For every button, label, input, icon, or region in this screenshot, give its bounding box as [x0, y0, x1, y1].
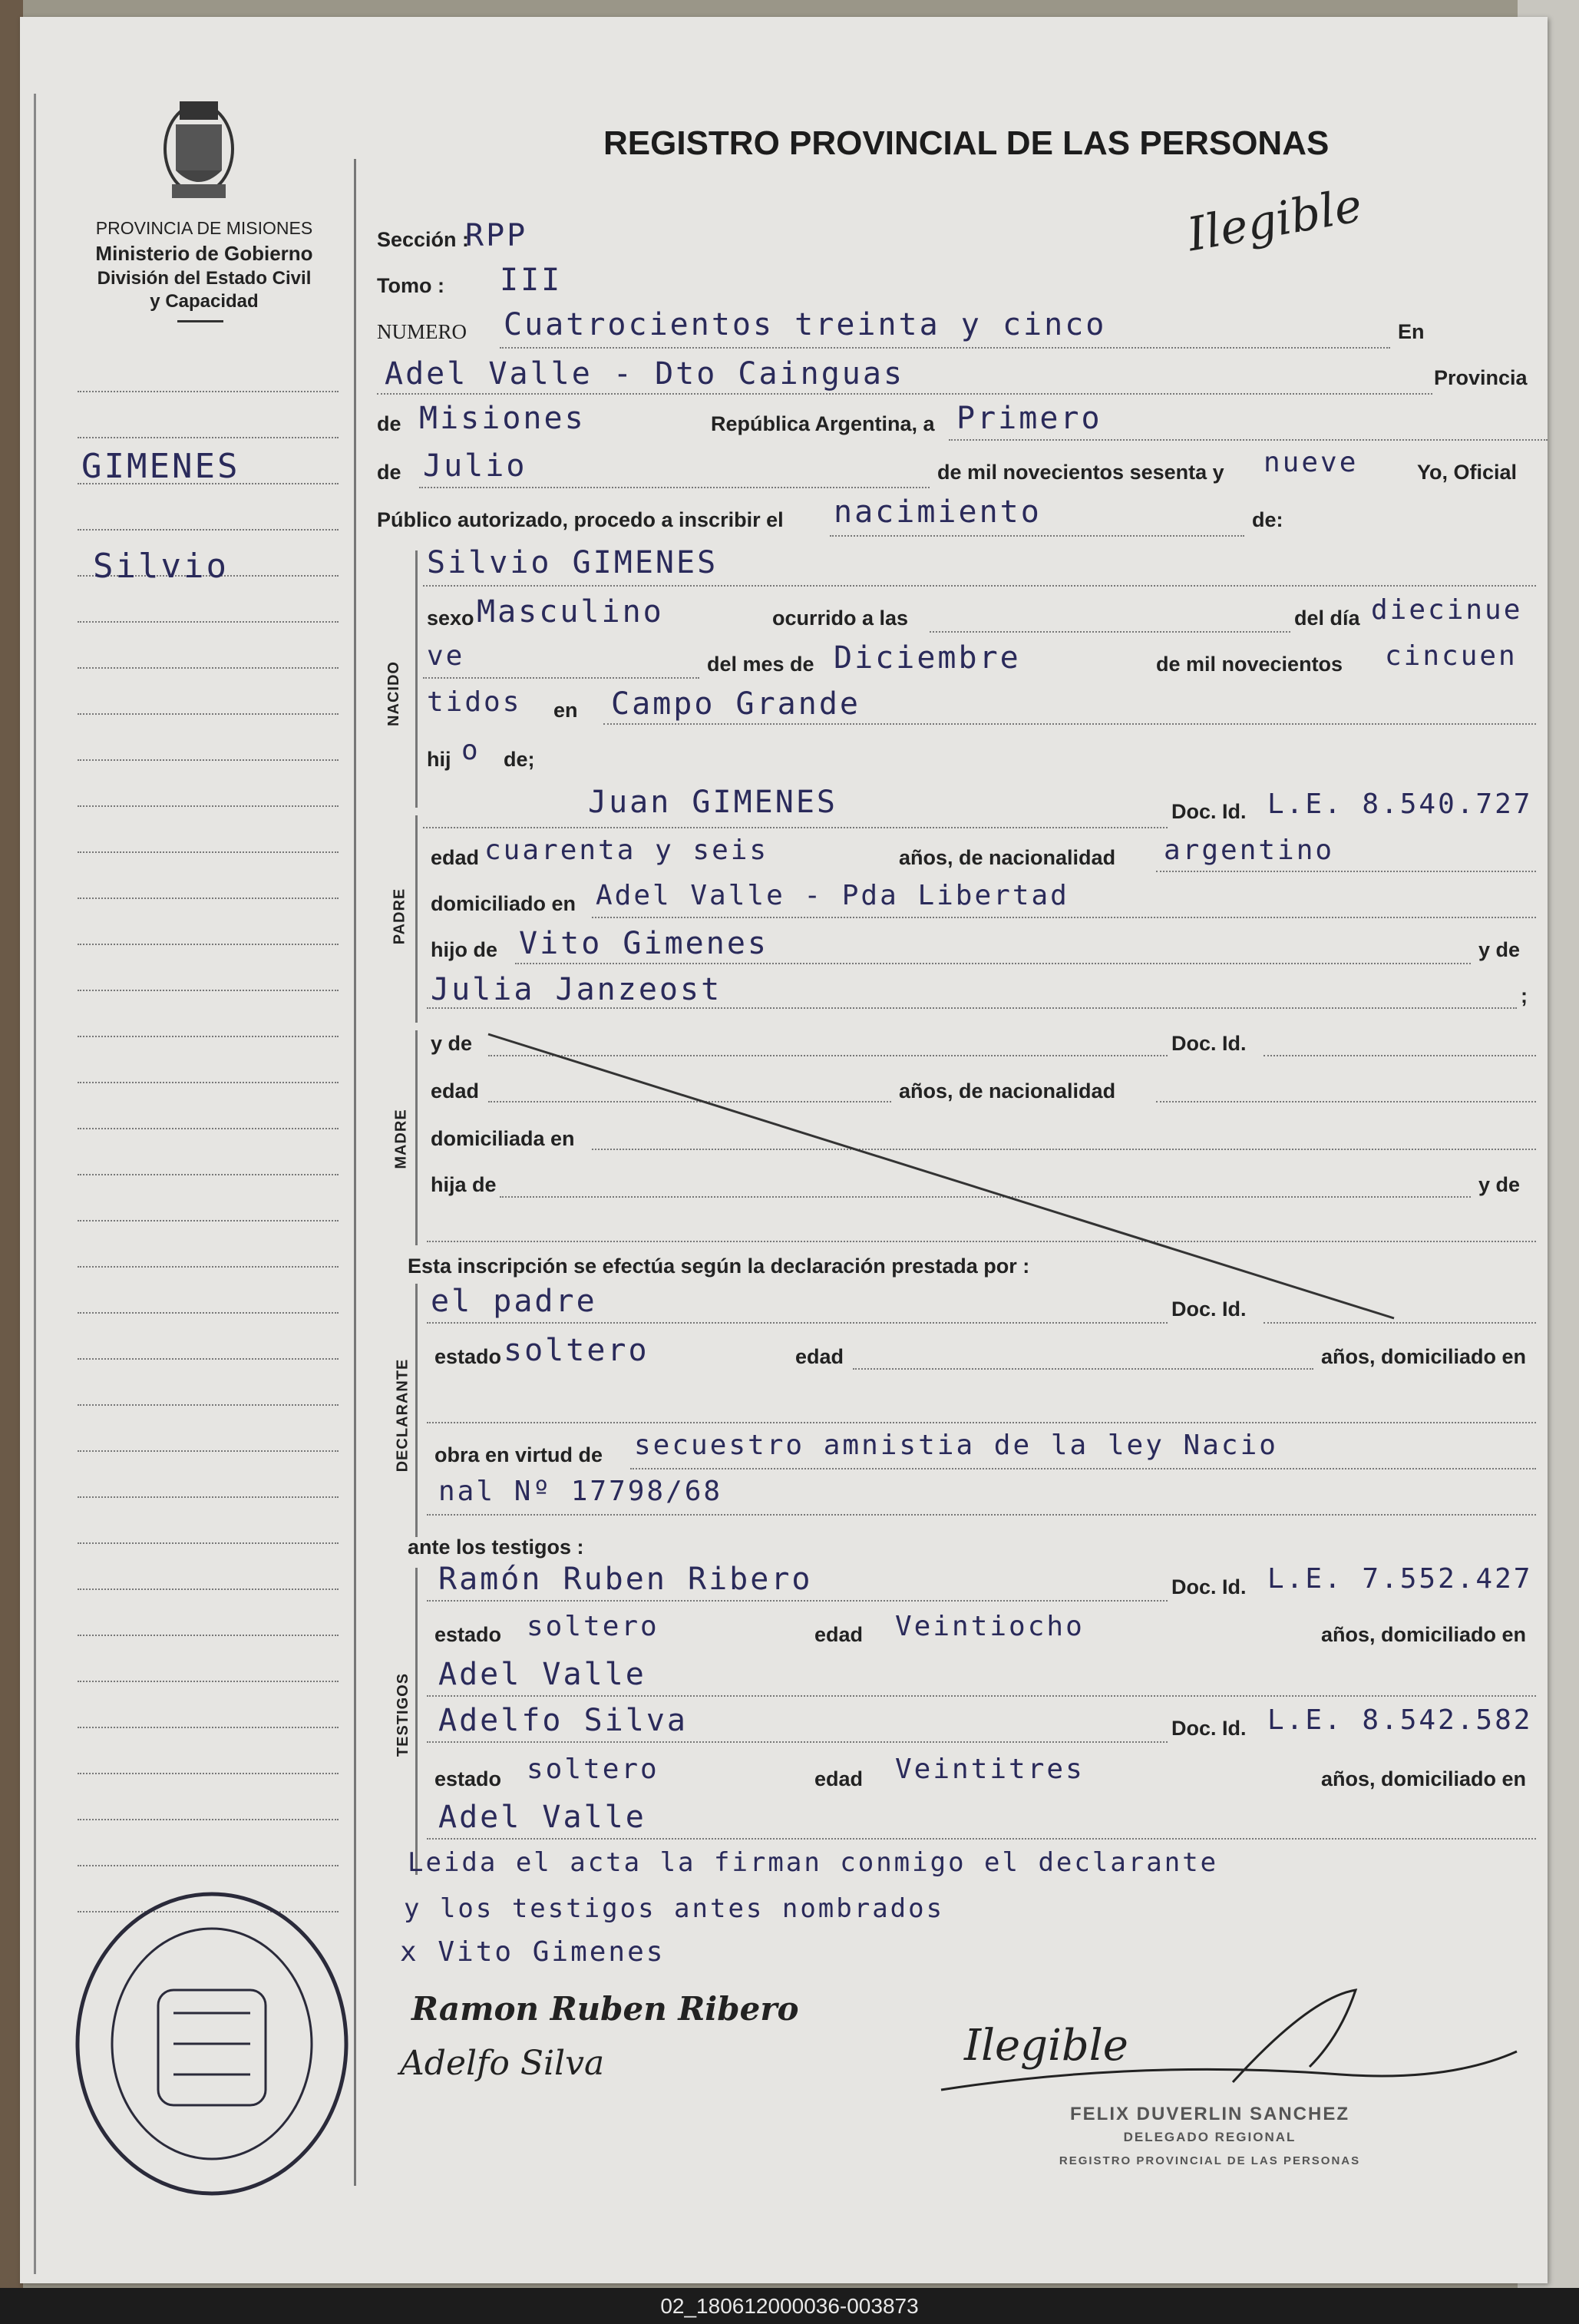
value-padre-doc: L.E. 8.540.727: [1267, 788, 1533, 820]
value-numero: Cuatrocientos treinta y cinco: [504, 307, 1107, 342]
label-anos-dom-declarante: años, domiciliado en: [1321, 1345, 1527, 1368]
label-seccion: Sección :: [377, 228, 470, 251]
label-del-mes: del mes de: [707, 653, 814, 676]
value-declarante-estado: soltero: [504, 1333, 649, 1368]
label-obra: obra en virtud de: [434, 1443, 603, 1466]
value-dia-nac: diecinue: [1371, 594, 1523, 626]
label-nac-madre: años, de nacionalidad: [899, 1079, 1116, 1102]
value-anio-nac-2: tidos: [427, 686, 522, 718]
section-madre: MADRE: [392, 1109, 410, 1169]
label-doc-testigo2: Doc. Id.: [1171, 1717, 1247, 1740]
value-testigo2-dom: Adel Valle: [438, 1800, 646, 1835]
value-testigo2-edad: Veintitres: [895, 1754, 1085, 1785]
margin-surname: GIMENES: [81, 447, 240, 486]
label-numero: NUMERO: [377, 320, 467, 343]
value-mes-nac: Diciembre: [834, 640, 1021, 676]
label-estado-testigo1: estado: [434, 1623, 502, 1646]
value-testigo1-nombre: Ramón Ruben Ribero: [438, 1562, 813, 1597]
value-mes: Julio: [423, 448, 527, 484]
value-declarante: el padre: [431, 1284, 597, 1319]
org-province: PROVINCIA DE MISIONES: [95, 218, 313, 238]
signature-testigo2: Adelfo Silva: [400, 2044, 605, 2083]
value-acto: nacimiento: [834, 494, 1042, 530]
section-nacido: NACIDO: [385, 661, 402, 726]
value-cierre-3: x Vito Gimenes: [400, 1936, 666, 1968]
label-edad-madre: edad: [431, 1079, 480, 1102]
value-obra-2: nal Nº 17798/68: [438, 1476, 723, 1507]
label-publico: Público autorizado, procedo a inscribir el: [377, 508, 784, 531]
label-yo-oficial: Yo, Oficial: [1417, 461, 1518, 484]
label-estado-declarante: estado: [434, 1345, 502, 1368]
label-de-mil: de mil novecientos sesenta y: [937, 461, 1224, 484]
page-left-rule: [34, 94, 36, 2274]
label-sexo: sexo: [427, 607, 474, 630]
label-doc-madre: Doc. Id.: [1171, 1032, 1247, 1055]
value-sexo: Masculino: [477, 594, 664, 630]
official-role: DELEGADO REGIONAL: [1123, 2130, 1297, 2144]
value-testigo1-dom: Adel Valle: [438, 1657, 646, 1692]
label-hijo-de: hijo de: [431, 938, 497, 961]
label-estado-testigo2: estado: [434, 1767, 502, 1790]
signature-top: Ilegible: [1183, 178, 1366, 263]
value-obra: secuestro amnistia de la ley Nacio: [634, 1430, 1278, 1461]
value-testigo1-estado: soltero: [527, 1611, 659, 1642]
label-dom-padre: domiciliado en: [431, 892, 576, 915]
org-underline: [177, 320, 223, 322]
value-anio: nueve: [1264, 447, 1359, 478]
label-ante-testigos: ante los testigos :: [408, 1536, 584, 1559]
value-nombre: Silvio GIMENES: [427, 545, 718, 580]
value-dia-nac-2: ve: [427, 640, 465, 672]
value-seccion: RPP: [465, 218, 528, 253]
margin-given-name: Silvio: [93, 547, 229, 586]
round-seal-stamp: [66, 1883, 358, 2205]
value-lugar-nac: Campo Grande: [611, 686, 861, 722]
official-office: REGISTRO PROVINCIAL DE LAS PERSONAS: [1059, 2154, 1361, 2167]
value-tomo: III: [500, 263, 563, 298]
label-en: En: [1398, 320, 1425, 343]
signature-oficial-flourish: [910, 1967, 1524, 2121]
margin-divider: [354, 159, 356, 2186]
label-en-lower: en: [553, 699, 578, 722]
label-semicolon: ;: [1521, 984, 1528, 1007]
value-padre-madre: Julia Janzeost: [431, 972, 722, 1007]
label-y-de-madre-2: y de: [1478, 1173, 1521, 1196]
label-edad-padre: edad: [431, 846, 480, 869]
label-dom-madre: domiciliada en: [431, 1127, 575, 1150]
madre-crossout: [481, 1026, 1402, 1326]
section-declarante: DECLARANTE: [394, 1358, 411, 1473]
label-provincia: Provincia: [1434, 366, 1528, 389]
org-ministry: Ministerio de Gobierno: [95, 242, 313, 265]
value-padre-nac: argentino: [1164, 835, 1335, 866]
image-id-bar: 02_180612000036-003873: [0, 2288, 1579, 2324]
label-de: de: [377, 412, 401, 435]
label-de-semi: de;: [504, 748, 535, 771]
value-provincia: Misiones: [419, 401, 586, 436]
label-anos-dom-testigo1: años, domiciliado en: [1321, 1623, 1527, 1646]
value-cierre-1: Leida el acta la firman conmigo el declarante: [408, 1847, 1219, 1878]
org-division: División del Estado Civil: [97, 268, 312, 289]
label-edad-testigo1: edad: [814, 1623, 864, 1646]
label-y-de-madre: y de: [431, 1032, 473, 1055]
label-ocurrido: ocurrido a las: [772, 607, 909, 630]
value-cierre-2: y los testigos antes nombrados: [404, 1893, 945, 1924]
document-page: [20, 17, 1548, 2283]
value-testigo2-nombre: Adelfo Silva: [438, 1703, 688, 1738]
label-hija-de: hija de: [431, 1173, 497, 1196]
value-padre-dom: Adel Valle - Pda Libertad: [596, 880, 1069, 911]
label-de-2: de: [377, 461, 401, 484]
value-testigo2-doc: L.E. 8.542.582: [1267, 1704, 1533, 1736]
label-de-mil-nov: de mil novecientos: [1156, 653, 1343, 676]
value-hijo-o: o: [461, 735, 481, 766]
label-edad-declarante: edad: [795, 1345, 844, 1368]
label-doc-padre: Doc. Id.: [1171, 800, 1247, 823]
label-nac-padre: años, de nacionalidad: [899, 846, 1116, 869]
value-padre-nombre: Juan GIMENES: [588, 785, 837, 820]
coat-of-arms-icon: [157, 94, 241, 209]
value-padre-edad: cuarenta y seis: [484, 835, 769, 866]
value-lugar: Adel Valle - Dto Cainguas: [385, 356, 905, 392]
label-republica: República Argentina, a: [711, 412, 935, 435]
label-hij: hij: [427, 748, 451, 771]
signature-oficial: Ilegible: [964, 2021, 1128, 2071]
value-anio-nac: cincuen: [1385, 640, 1518, 672]
value-testigo1-doc: L.E. 7.552.427: [1267, 1563, 1533, 1595]
page-title: REGISTRO PROVINCIAL DE LAS PERSONAS: [603, 124, 1330, 162]
label-y-de-padre: y de: [1478, 938, 1521, 961]
official-name: FELIX DUVERLIN SANCHEZ: [1069, 2104, 1349, 2124]
label-edad-testigo2: edad: [814, 1767, 864, 1790]
org-division-2: y Capacidad: [150, 291, 259, 312]
label-del-dia: del día: [1294, 607, 1360, 630]
label-anos-dom-testigo2: años, domiciliado en: [1321, 1767, 1527, 1790]
section-padre: PADRE: [391, 888, 408, 945]
label-doc-testigo1: Doc. Id.: [1171, 1575, 1247, 1598]
section-testigos: TESTIGOS: [395, 1672, 412, 1757]
value-testigo1-edad: Veintiocho: [895, 1611, 1085, 1642]
label-doc-declarante: Doc. Id.: [1171, 1298, 1247, 1321]
value-padre-hijo-de: Vito Gimenes: [519, 926, 768, 961]
signature-testigo1: Ramon Ruben Ribero: [411, 1990, 799, 2028]
label-tomo: Tomo :: [377, 274, 444, 297]
value-testigo2-estado: soltero: [527, 1754, 659, 1785]
label-inscripcion: Esta inscripción se efectúa según la declaración prestada por :: [408, 1255, 1030, 1278]
label-de-colon: de:: [1252, 508, 1283, 531]
value-dia: Primero: [956, 401, 1102, 436]
